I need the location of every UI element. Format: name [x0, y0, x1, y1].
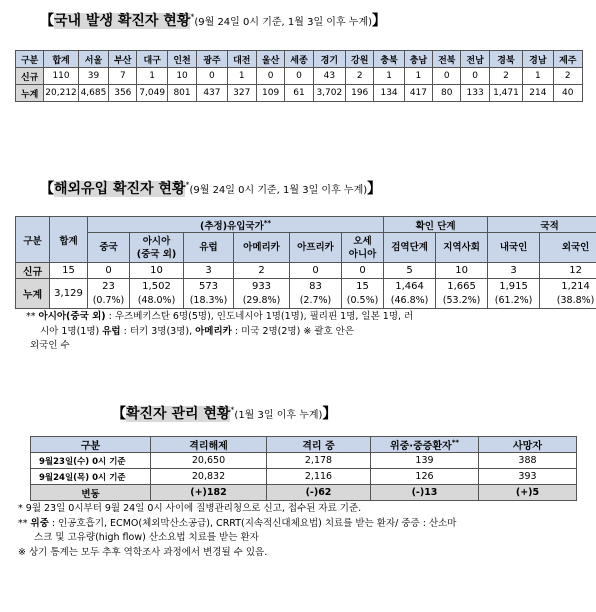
column-header: 울산 [256, 51, 284, 68]
table-cell: 126 [371, 469, 479, 485]
column-header: 세종 [285, 51, 313, 68]
group-nationality: 국적 [488, 217, 596, 233]
section2-title [40, 178, 381, 198]
table-row-cumulative [16, 279, 596, 294]
table-cell: 2 [234, 263, 290, 279]
change-cell: (+)182 [151, 485, 267, 501]
table-cell: 134 [374, 85, 404, 102]
footnote-line-1 [26, 310, 413, 325]
row-label: 9월24일(목) 0시 기준 [31, 469, 151, 485]
footnote-2 [18, 517, 456, 532]
table-row-new [16, 68, 583, 85]
table-cell: 80 [433, 85, 461, 102]
table-cell: 0 [433, 68, 461, 85]
footnote-asia-label: 아시아(중국 외) [38, 311, 106, 322]
col-isolated: 격리 중 [267, 437, 371, 453]
group-origin-country [88, 217, 384, 233]
row-label: 변동 [31, 485, 151, 501]
footnote-america-label: 아메리카 [195, 325, 232, 337]
table-cell: 109 [256, 85, 284, 102]
section1-subtitle: (9월 24일 0시 기준, 1월 3일 이후 누계) [194, 17, 373, 28]
table-row [31, 453, 577, 469]
row-total: 3,129 [50, 279, 88, 309]
column-header: 전남 [461, 51, 489, 68]
overseas-cases-table [15, 216, 596, 309]
table-row-percent [16, 294, 596, 309]
table-cell: 2,116 [267, 469, 371, 485]
sub-header: 중국 [88, 233, 130, 263]
table-cell: 2,178 [267, 453, 371, 469]
footnote-severe-label: 위중 [30, 517, 49, 529]
table-cell: 110 [44, 68, 78, 85]
footnote-text: : 미국 2명(2명) ※ 괄호 안은 [231, 325, 355, 337]
col-severe-star: ** [451, 438, 460, 447]
percent-cell: (0.7%) [88, 294, 130, 309]
group-origin-label: (추정)유입국가 [200, 220, 264, 232]
column-header: 구분 [16, 51, 44, 68]
row-label: 신규 [16, 68, 44, 85]
sub-header: 유럽 [184, 233, 234, 263]
column-header: 광주 [197, 51, 227, 68]
table-cell: 1,214 [540, 279, 596, 294]
table-cell: 7,049 [137, 85, 167, 102]
section3-title-text: 확진자 관리 현황 [126, 406, 231, 422]
footnote-mark: ** [26, 311, 39, 322]
table-cell: 10 [130, 263, 184, 279]
title-star: * [185, 180, 190, 190]
footnote-3: ※ 상기 통계는 모두 추후 역학조사 과정에서 변경될 수 있음. [18, 546, 268, 558]
footnote-mark: ** [18, 517, 31, 529]
table-cell: 39 [78, 68, 108, 85]
table-cell: 1 [137, 68, 167, 85]
group-confirm-stage: 확인 단계 [384, 217, 488, 233]
table-cell: 327 [227, 85, 256, 102]
table-cell: 1,464 [384, 279, 436, 294]
table-cell: 3 [488, 263, 540, 279]
table-row-new [16, 263, 596, 279]
col-deaths: 사망자 [479, 437, 577, 453]
sub-header: 아메리카 [234, 233, 290, 263]
table-cell: 15 [342, 279, 384, 294]
col-gubun: 구분 [31, 437, 151, 453]
footnote-line-3: 외국인 수 [30, 340, 70, 351]
column-header: 충북 [374, 51, 404, 68]
table-cell: 1,502 [130, 279, 184, 294]
title-star: * [190, 12, 195, 22]
sub-header: 오세 아니아 [342, 233, 384, 263]
table-cell: 417 [404, 85, 432, 102]
table-cell: 83 [290, 279, 342, 294]
table-cell: 0 [285, 68, 313, 85]
table-cell: 437 [197, 85, 227, 102]
table-cell: 388 [479, 453, 577, 469]
sub-header: 검역단계 [384, 233, 436, 263]
domestic-cases-table [15, 50, 583, 102]
table-cell: 10 [167, 68, 196, 85]
table-cell: 0 [461, 68, 489, 85]
percent-cell: (61.2%) [488, 294, 540, 309]
table-header-row [16, 51, 583, 68]
table-cell: 1 [404, 68, 432, 85]
case-management-table [30, 436, 577, 501]
section2-title-text: 해외유입 확진자 현황 [54, 181, 186, 197]
table-cell: 933 [234, 279, 290, 294]
table-cell: 3 [184, 263, 234, 279]
footnote-line-2 [26, 325, 413, 340]
title-star: * [230, 405, 235, 415]
col-severe-label: 위중·중증환자 [389, 441, 452, 452]
table-cell: 196 [346, 85, 374, 102]
table-cell: 573 [184, 279, 234, 294]
percent-cell: (48.0%) [130, 294, 184, 309]
table-cell: 1,915 [488, 279, 540, 294]
table-cell: 2 [553, 68, 582, 85]
change-cell: (-)13 [371, 485, 479, 501]
row-label: 신규 [16, 263, 50, 279]
table-cell: 2 [489, 68, 522, 85]
col-released: 격리해제 [151, 437, 267, 453]
table-cell: 0 [197, 68, 227, 85]
col-gubun: 구분 [16, 217, 50, 263]
percent-cell: (0.5%) [342, 294, 384, 309]
table-cell: 40 [553, 85, 582, 102]
percent-cell: (46.8%) [384, 294, 436, 309]
table-cell: 1,471 [489, 85, 522, 102]
bracket-close: 】 [372, 13, 387, 29]
column-header: 충남 [404, 51, 432, 68]
column-header: 강원 [346, 51, 374, 68]
column-header: 경남 [523, 51, 553, 68]
change-cell: (-)62 [267, 485, 371, 501]
section3-subtitle: (1월 3일 이후 누계) [234, 410, 323, 421]
row-label: 9월23일(수) 0시 기준 [31, 453, 151, 469]
percent-cell: (38.8%) [540, 294, 596, 309]
column-header: 경기 [313, 51, 345, 68]
percent-cell: (2.7%) [290, 294, 342, 309]
table-header-row [31, 437, 577, 453]
table-cell: 356 [109, 85, 137, 102]
sub-header: 외국인 [540, 233, 596, 263]
column-header: 대전 [227, 51, 256, 68]
table-cell: 12 [540, 263, 596, 279]
percent-cell: (53.2%) [436, 294, 488, 309]
column-header: 대구 [137, 51, 167, 68]
table-cell: 4,685 [78, 85, 108, 102]
overseas-footnote [26, 310, 413, 354]
row-label: 누계 [16, 279, 50, 309]
table-cell: 2 [346, 68, 374, 85]
footnote-asia-text: : 우즈베키스탄 6명(5명), 인도네시아 1명(1명), 필리핀 1명, 일본 1명, 러 [105, 311, 414, 322]
management-footnotes [18, 502, 456, 560]
sub-header: 내국인 [488, 233, 540, 263]
table-row-change [31, 485, 577, 501]
section3-title [112, 403, 336, 423]
table-cell: 3,702 [313, 85, 345, 102]
column-header: 제주 [553, 51, 582, 68]
table-cell: 0 [88, 263, 130, 279]
table-cell: 0 [256, 68, 284, 85]
footnote-europe-label: 유럽 [102, 325, 121, 337]
bracket-open: 【 [40, 181, 54, 197]
section1-title [40, 10, 386, 30]
table-cell: 1,665 [436, 279, 488, 294]
column-header: 인천 [167, 51, 196, 68]
table-cell: 20,650 [151, 453, 267, 469]
group-origin-star: ** [263, 218, 272, 227]
col-severe [371, 437, 479, 453]
bracket-close: 】 [367, 181, 382, 197]
table-cell: 23 [88, 279, 130, 294]
footnote-2-line-2: 스크 및 고유량(high flow) 산소요법 치료를 받는 환자 [34, 532, 259, 543]
bracket-close: 】 [322, 406, 337, 422]
sub-header: 아시아 (중국 외) [130, 233, 184, 263]
row-label: 누계 [16, 85, 44, 102]
table-cell: 7 [109, 68, 137, 85]
table-cell: 0 [290, 263, 342, 279]
footnote-1: * 9월 23일 0시부터 9월 24일 0시 사이에 질병관리청으로 신고, 접수된 자료 기준. [18, 503, 362, 514]
table-cell: 139 [371, 453, 479, 469]
column-header: 서울 [78, 51, 108, 68]
table-cell: 133 [461, 85, 489, 102]
table-cell: 20,212 [44, 85, 78, 102]
table-row-cumulative [16, 85, 583, 102]
percent-cell: (18.3%) [184, 294, 234, 309]
table-cell: 214 [523, 85, 553, 102]
table-cell: 61 [285, 85, 313, 102]
footnote-text: : 인공호흡기, ECMO(체외막산소공급), CRRT(지속적신대체요법) 치료를 받는 환자/ 중증 : 산소마 [48, 517, 457, 529]
column-header: 합계 [44, 51, 78, 68]
table-cell: 801 [167, 85, 196, 102]
table-cell: 1 [227, 68, 256, 85]
column-header: 전북 [433, 51, 461, 68]
table-cell: 1 [523, 68, 553, 85]
table-cell: 393 [479, 469, 577, 485]
col-total: 합계 [50, 217, 88, 263]
section1-title-text: 국내 발생 확진자 현황 [54, 13, 191, 29]
table-cell: 5 [384, 263, 436, 279]
table-cell: 10 [436, 263, 488, 279]
footnote-text: 시아 1명(1명) [40, 325, 103, 337]
table-row [31, 469, 577, 485]
footnote-text: : 터키 3명(3명), [120, 325, 196, 337]
sub-header: 아프리카 [290, 233, 342, 263]
column-header: 부산 [109, 51, 137, 68]
table-cell: 0 [342, 263, 384, 279]
sub-header: 지역사회 [436, 233, 488, 263]
subheader-row [16, 233, 596, 263]
table-cell: 1 [374, 68, 404, 85]
bracket-open: 【 [112, 406, 126, 422]
change-cell: (+)5 [479, 485, 577, 501]
column-header: 경북 [489, 51, 522, 68]
table-cell: 20,832 [151, 469, 267, 485]
bracket-open: 【 [40, 13, 54, 29]
section2-subtitle: (9월 24일 0시 기준, 1월 3일 이후 누계) [189, 185, 368, 196]
percent-cell: (29.8%) [234, 294, 290, 309]
table-cell: 43 [313, 68, 345, 85]
row-total: 15 [50, 263, 88, 279]
